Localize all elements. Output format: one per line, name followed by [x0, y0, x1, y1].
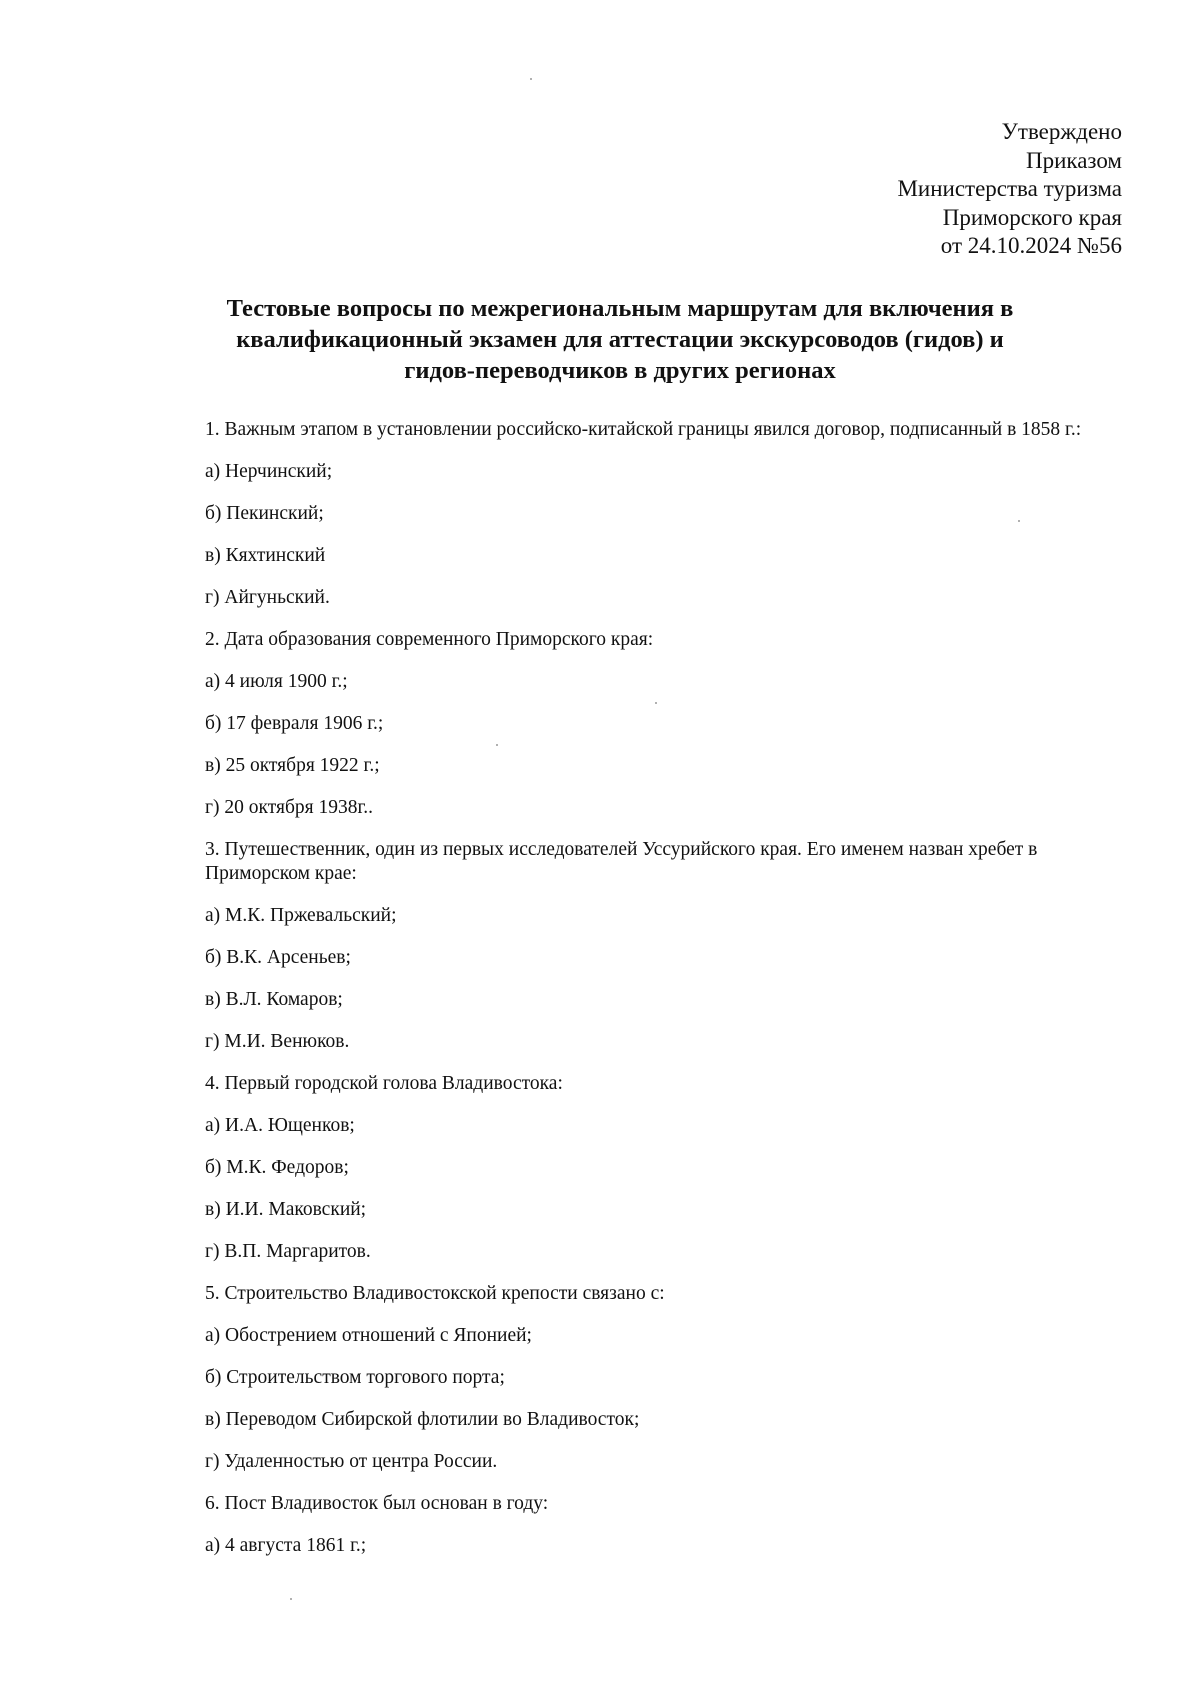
approval-line: Министерства туризма [897, 176, 1122, 201]
answer-option: г) Удаленностью от центра России. [205, 1451, 498, 1472]
answer-option: б) В.К. Арсеньев; [205, 947, 351, 968]
answer-option: г) М.И. Венюков. [205, 1031, 350, 1052]
question-2: 2. Дата образования современного Приморского края: [205, 629, 654, 650]
questions-list [205, 418, 1125, 1576]
document-title [150, 293, 1090, 386]
answer-option: б) Строительством торгового порта; [205, 1367, 505, 1388]
title-line: гидов-переводчиков в других регионах [404, 357, 836, 384]
answer-option: б) 17 февраля 1906 г.; [205, 713, 384, 734]
scan-speck [530, 78, 532, 80]
question-5: 5. Строительство Владивостокской крепости связано с: [205, 1283, 665, 1304]
title-line: Тестовые вопросы по межрегиональным маршрутам для включения в [226, 295, 1014, 322]
answer-option: г) 20 октября 1938г.. [205, 797, 374, 818]
approval-stamp [897, 118, 1122, 261]
answer-option: а) М.К. Пржевальский; [205, 905, 397, 926]
question-4: 4. Первый городской голова Владивостока: [205, 1073, 563, 1094]
answer-option: в) И.И. Маковский; [205, 1199, 367, 1220]
answer-option: в) Переводом Сибирской флотилии во Владивосток; [205, 1409, 640, 1430]
approval-line: Приказом [1025, 147, 1122, 173]
approval-line: Приморского края [942, 204, 1122, 230]
answer-option: в) Кяхтинский [205, 545, 326, 566]
answer-option: а) 4 июля 1900 г.; [205, 671, 348, 692]
answer-option: а) 4 августа 1861 г.; [205, 1535, 367, 1556]
question-3: 3. Путешественник, один из первых исследователей Уссурийского края. Его именем назван хребет в Приморском крае: [205, 839, 1038, 884]
question-6: 6. Пост Владивосток был основан в году: [205, 1493, 549, 1514]
answer-option: в) В.Л. Комаров; [205, 989, 343, 1010]
answer-option: б) М.К. Федоров; [205, 1157, 349, 1178]
answer-option: а) Нерчинский; [205, 461, 333, 482]
answer-option: г) В.П. Маргаритов. [205, 1241, 371, 1262]
title-line: квалификационный экзамен для аттестации экскурсоводов (гидов) и [236, 326, 1004, 353]
answer-option: а) Обострением отношений с Японией; [205, 1325, 532, 1346]
answer-option: а) И.А. Ющенков; [205, 1115, 355, 1136]
answer-option: г) Айгуньский. [205, 587, 330, 608]
question-1: 1. Важным этапом в установлении российско-китайской границы явился договор, подписанный в 1858 г.: [205, 419, 1082, 440]
scan-speck [290, 1598, 292, 1600]
approval-line: Утверждено [1001, 119, 1122, 144]
answer-option: в) 25 октября 1922 г.; [205, 755, 380, 776]
approval-line: от 24.10.2024 №56 [940, 233, 1122, 258]
answer-option: б) Пекинский; [205, 503, 324, 524]
